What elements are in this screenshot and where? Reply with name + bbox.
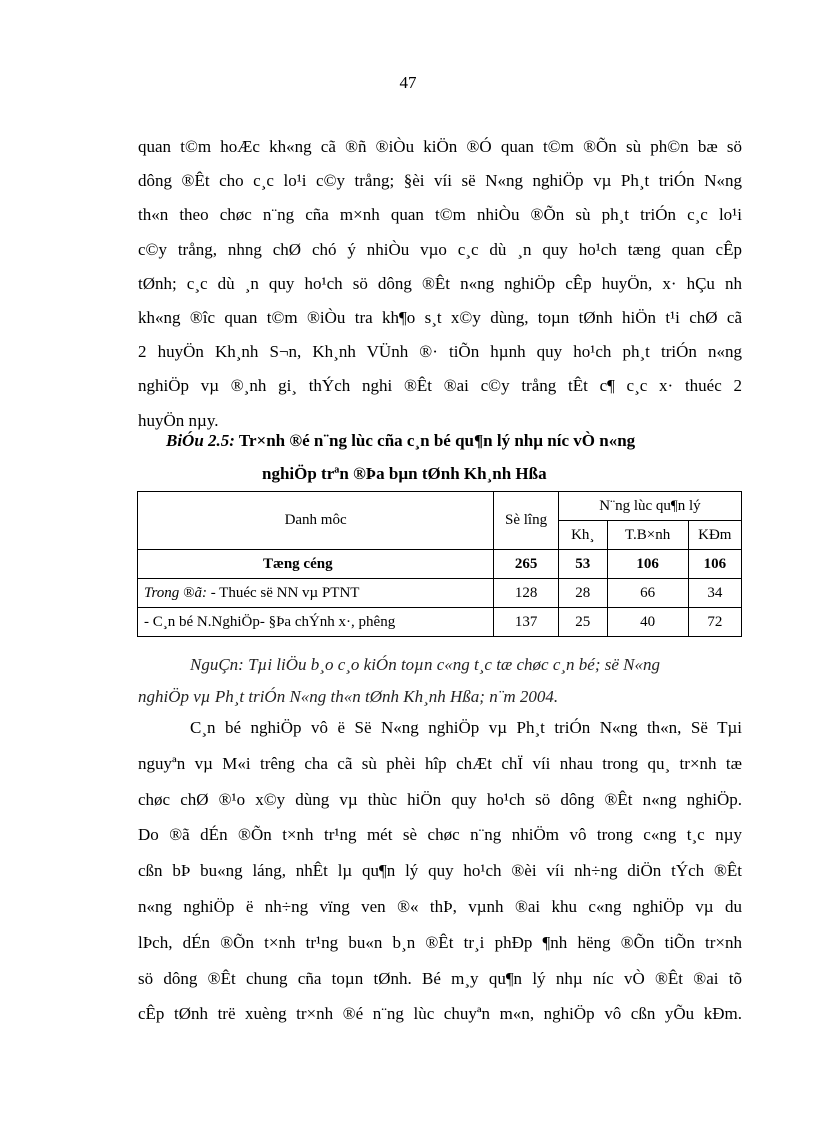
paragraph-line: nguyªn vµ M«i trêng cha cã sù phèi hîp chÆt chÏ víi nhau trong qu¸ tr×nh tæ <box>138 753 742 773</box>
caption-label: BiÓu 2.5: <box>166 431 235 450</box>
header-weak: KÐm <box>688 521 741 550</box>
table-header-row <box>138 492 742 521</box>
row-label-prefix: Trong ®ã: <box>144 584 207 601</box>
paragraph-line: th«n theo chøc n¨ng cña m×nh quan t©m nhiÒu ®Õn sù ph¸t triÓn c¸c lo¹i <box>138 205 742 225</box>
paragraph-line: cßn bÞ bu«ng láng, nhÊt lµ qu¶n lý quy ho¹ch ®èi víi nh÷ng diÖn tÝch ®Êt <box>138 861 742 881</box>
row-value: 40 <box>607 608 688 637</box>
row-value: 53 <box>558 550 607 579</box>
table-row <box>138 608 742 637</box>
paragraph-1 <box>138 130 742 438</box>
header-average: T.B×nh <box>607 521 688 550</box>
row-label: - C¸n bé N.NghiÖp- §Þa chÝnh x·, phêng <box>138 608 494 637</box>
paragraph-line: n«ng nghiÖp ë nh÷ng vïng ven ®« thÞ, vµnh ®ai khu c«ng nghiÖp vµ du <box>138 896 742 916</box>
paragraph-line: sö dông ®Êt chung cña toµn tØnh. Bé m¸y qu¶n lý nhµ níc vÒ ®Êt ®ai tõ <box>138 968 742 988</box>
paragraph-line: quan t©m hoÆc kh«ng cã ®ñ ®iÒu kiÖn ®Ó quan t©m ®Õn sù ph©n bæ sö <box>138 137 742 156</box>
row-value: 106 <box>607 550 688 579</box>
header-quantity: Sè lîng <box>494 492 559 550</box>
paragraph-line: chøc chØ ®¹o x©y dùng vµ thùc hiÖn quy ho¹ch sö dông ®Êt n«ng nghiÖp. <box>138 789 742 809</box>
paragraph-line: lÞch, dÉn ®Õn t×nh tr¹ng bu«n b¸n ®Êt tr¸i phÐp ¶nh hëng ®Õn tiÕn tr×nh <box>138 932 742 952</box>
caption-title: Tr×nh ®é n¨ng lùc cña c¸n bé qu¶n lý nhµ níc vÒ n«ng <box>234 431 636 450</box>
paragraph-line: huyÖn nµy. <box>138 410 219 430</box>
paragraph-line: 2 huyÖn Kh¸nh S¬n, Kh¸nh VÜnh ®· tiÕn hµnh quy ho¹ch ph¸t triÓn n«ng <box>138 342 742 362</box>
row-value: 72 <box>688 608 741 637</box>
caption-line-1 <box>166 424 635 458</box>
table-source <box>138 649 742 713</box>
paragraph-line: Do ®ã dÉn ®Õn t×nh tr¹ng mét sè chøc n¨ng nhiÖm vô trong c«ng t¸c nµy <box>138 825 742 845</box>
header-category: Danh môc <box>138 492 494 550</box>
paragraph-2 <box>138 710 742 1032</box>
caption-line-2: nghiÖp trªn ®Þa bµn tØnh Kh¸nh Hßa <box>262 464 547 483</box>
header-good: Kh¸ <box>558 521 607 550</box>
row-value: 137 <box>494 608 559 637</box>
data-table <box>137 491 742 637</box>
row-value: 128 <box>494 579 559 608</box>
paragraph-line: tØnh; c¸c dù ¸n quy ho¹ch sö dông ®Êt n«ng nghiÖp cÊp huyÖn, x· hÇu nh <box>138 273 742 293</box>
table-row <box>138 579 742 608</box>
header-capacity-group: N¨ng lùc qu¶n lý <box>558 492 741 521</box>
paragraph-line: dông ®Êt cho c¸c lo¹i c©y trång; §èi víi së N«ng nghiÖp vµ Ph¸t triÓn N«ng <box>138 171 742 191</box>
row-value: 28 <box>558 579 607 608</box>
row-value: 66 <box>607 579 688 608</box>
row-label <box>138 579 494 608</box>
paragraph-line: c©y trång, nhng chØ chó ý nhiÒu vµo c¸c dù ¸n quy ho¹ch tæng quan cÊp <box>138 239 742 259</box>
row-label-text: - Thuéc së NN vµ PTNT <box>206 584 360 601</box>
row-value: 34 <box>688 579 741 608</box>
row-value: 25 <box>558 608 607 637</box>
source-line: nghiÖp vµ Ph¸t triÓn N«ng th«n tØnh Kh¸nh Hßa; n¨m 2004. <box>138 687 559 706</box>
paragraph-line: nghiÖp vµ ®¸nh gi¸ thÝch nghi ®Êt ®ai c©y trång tÊt c¶ c¸c x· thuéc 2 <box>138 376 742 396</box>
table-row-total <box>138 550 742 579</box>
row-value: 106 <box>688 550 741 579</box>
paragraph-line: cÊp tØnh trë xuèng tr×nh ®é n¨ng lùc chuyªn m«n, nghiÖp vô cßn yÕu kÐm. <box>138 1004 742 1024</box>
paragraph-line: C¸n bé nghiÖp vô ë Së N«ng nghiÖp vµ Ph¸t triÓn N«ng th«n, Së Tµi <box>190 718 742 737</box>
row-label: Tæng céng <box>138 550 494 579</box>
source-line: NguÇn: Tµi liÖu b¸o c¸o kiÓn toµn c«ng t¸c tæ chøc c¸n bé; së N«ng <box>190 655 661 674</box>
paragraph-line: kh«ng ®îc quan t©m ®iÒu tra kh¶o s¸t x©y dùng, toµn tØnh hiÖn t¹i chØ cã <box>138 308 742 328</box>
row-value: 265 <box>494 550 559 579</box>
page-number: 47 <box>399 73 417 92</box>
